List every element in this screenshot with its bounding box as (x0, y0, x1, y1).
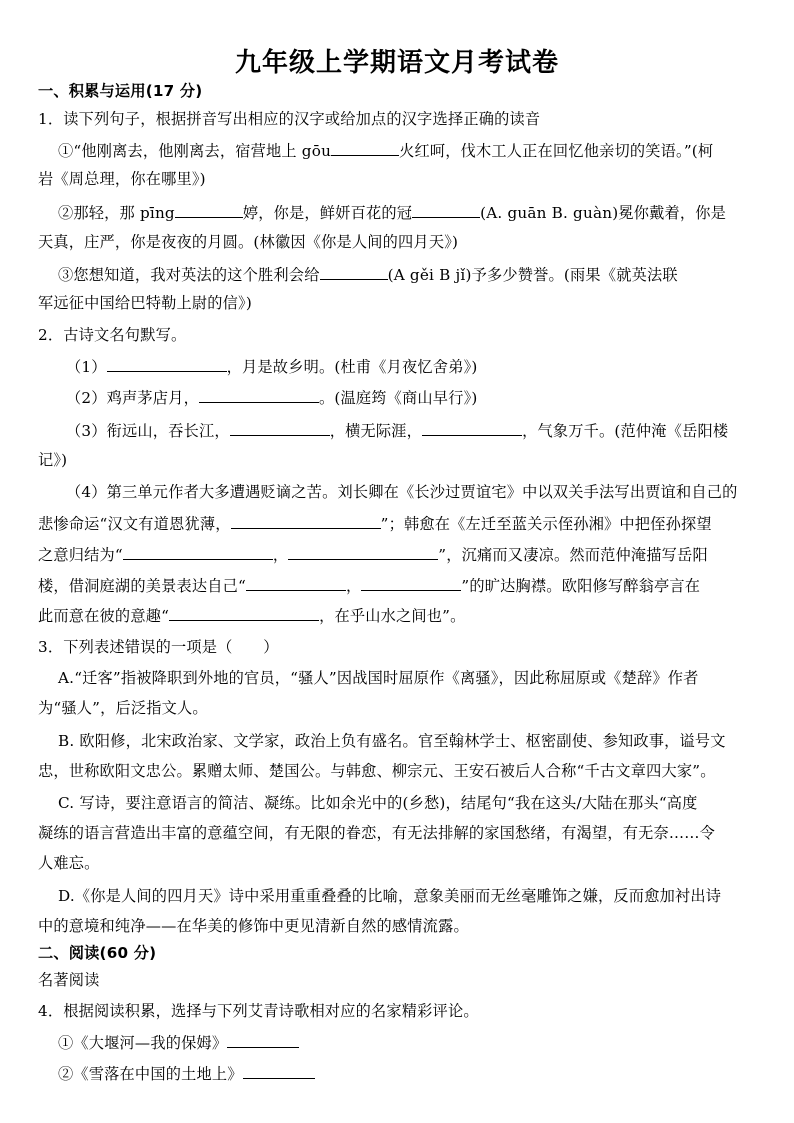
q2-p4-line3: 之意归结为“ ， ”，沉痛而又凄凉。然而范仲淹描写岳阳 (38, 546, 708, 564)
q3-option-c-line1: C. 写诗，要注意语言的简洁、凝练。比如余光中的(乡愁)，结尾句“我在这头/大陆在那头“高度 (58, 794, 698, 812)
q2-p2: （2）鸡声茅店月， 。(温庭筠《商山早行》) (66, 389, 478, 407)
q2-p4-line4: 楼，借洞庭湖的美景表达自己“ ， ”的旷达胸襟。欧阳修写醉翁亭言在 (38, 577, 701, 595)
q2-p4-line5: 此而意在彼的意趣“ ，在乎山水之间也”。 (38, 607, 466, 625)
poem-blank-7[interactable] (288, 544, 438, 560)
q3-option-b-line1: B. 欧阳修，北宋政治家、文学家，政治上负有盛名。官至翰林学士、枢密副使、参知政事，谥号文 (58, 732, 726, 750)
q3-option-a-line1: A.“迁客”指被降职到外地的官员，“骚人”因战国时屈原作《离骚》，因此称屈原或《楚辞》作者 (58, 669, 699, 687)
q3-option-c-line2: 凝练的语言营造出丰富的意蕴空间，有无限的眷恋，有无法排解的家国愁绪，有渴望，有无奈……令 (38, 824, 716, 842)
poem-blank-6[interactable] (123, 544, 273, 560)
q2-p1: （1） ，月是故乡明。(杜甫《月夜忆舍弟》) (66, 358, 478, 376)
q2-p4-line2: 悲惨命运“汉文有道恩犹薄， ”；韩愈在《左迁至蓝关示侄孙湘》中把侄孙探望 (38, 515, 712, 533)
section2-subheading: 名著阅读 (38, 971, 100, 989)
exam-title: 九年级上学期语文月考试卷 (234, 48, 559, 78)
q1-item3-line1: ③您想知道，我对英法的这个胜利会给 (A gěi B jǐ)予多少赞誉。(雨果《就英法联 (58, 266, 678, 284)
poem-blank-9[interactable] (361, 575, 461, 591)
q3-option-c-line3: 人难忘。 (38, 854, 100, 872)
poem-blank-3[interactable] (230, 420, 330, 436)
poem-blank-8[interactable] (246, 575, 346, 591)
poem-blank-2[interactable] (199, 387, 319, 403)
q1-item1-line1: ①“他刚离去，他刚离去，宿营地上 gōu 火红呵，伐木工人正在回忆他亲切的笑语。”(柯 (58, 142, 714, 160)
reading-answer-blank-1[interactable] (412, 202, 480, 218)
q4-stem: 4．根据阅读积累，选择与下列艾青诗歌相对应的名家精彩评论。 (38, 1002, 479, 1020)
q3-stem: 3．下列表述错误的一项是（ ） (38, 638, 279, 656)
poem-blank-1[interactable] (107, 356, 227, 372)
q1-item1-line2: 岩《周总理，你在哪里》) (38, 170, 206, 188)
q3-option-d-line1: D.《你是人间的四月天》诗中采用重重叠叠的比喻，意象美丽而无丝毫雕饰之嫌，反而愈加衬出诗 (58, 887, 722, 905)
reading-answer-blank-2[interactable] (320, 264, 388, 280)
q1-item2-line1: ②那轻，那 pīng 婷，你是，鲜妍百花的冠 (A. guān B. guàn)冕你戴着，你是 (58, 204, 727, 222)
q2-p3: （3）衔远山，吞长江， ，横无际涯， ，气象万千。(范仲淹《岳阳楼 (66, 422, 729, 440)
q1-item2-line2: 天真，庄严，你是夜夜的月圆。(林徽因《你是人间的四月天》) (38, 233, 459, 251)
q3-option-d-line2: 中的意境和纯净——在华美的修饰中更见清新自然的感情流露。 (38, 917, 469, 935)
q2-p3-cont: 记》) (38, 451, 68, 469)
poem-blank-4[interactable] (422, 420, 522, 436)
q4-item2: ②《雪落在中国的土地上》 (58, 1063, 782, 1084)
q1-stem: 1．读下列句子，根据拼音写出相应的汉字或给加点的汉字选择正确的读音 (38, 110, 541, 128)
q3-option-b-line2: 忠，世称欧阳文忠公。累赠太师、楚国公。与韩愈、柳宗元、王安石被后人合称“千古文章四大家”。 (38, 762, 716, 780)
q4-answer-blank-1[interactable] (227, 1032, 299, 1048)
poem-blank-10[interactable] (169, 605, 319, 621)
poem-blank-5[interactable] (231, 513, 381, 529)
pinyin-answer-blank-1[interactable] (331, 140, 399, 156)
q1-item3-line2: 军远征中国给巴特勒上尉的信》) (38, 294, 252, 312)
pinyin-answer-blank-2[interactable] (175, 202, 243, 218)
section2-heading: 二、阅读(60 分) (38, 944, 157, 962)
q2-stem: 2．古诗文名句默写。 (38, 326, 187, 344)
q2-p4-line1: （4）第三单元作者大多遭遇贬谪之苦。刘长卿在《长沙过贾谊宅》中以双关手法写出贾谊和自己的 (66, 483, 738, 501)
q4-item1: ①《大堰河—我的保姆》 (58, 1032, 782, 1053)
q4-answer-blank-2[interactable] (243, 1063, 315, 1079)
section1-heading: 一、积累与运用(17 分) (38, 82, 203, 100)
q3-option-a-line2: 为“骚人”，后泛指文人。 (38, 699, 208, 717)
